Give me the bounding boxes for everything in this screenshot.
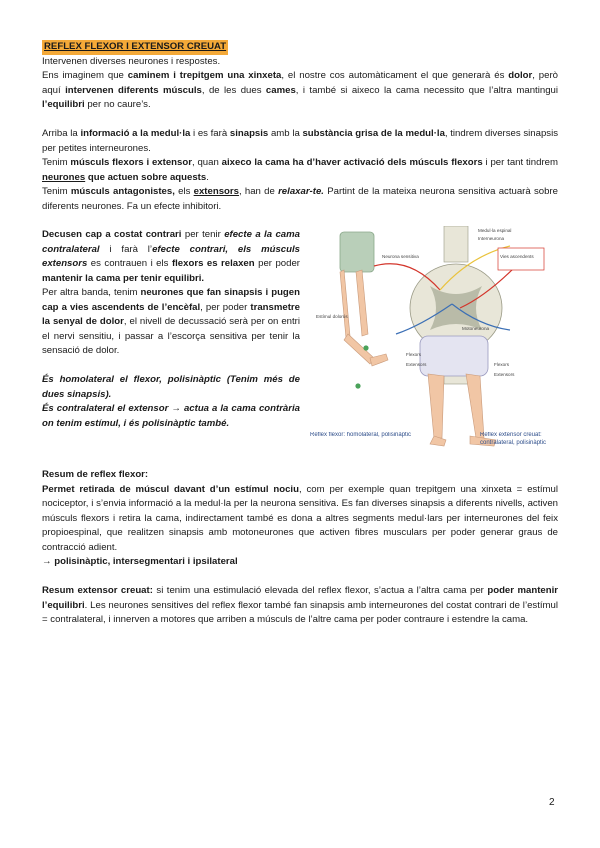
reflex-figure [310, 226, 558, 462]
contralateral-note: És contralateral el extensor → actua a la cama contrària on tenim estímul, i és polisinàptic també. [42, 403, 300, 429]
page-number: 2 [549, 797, 555, 808]
intro-paragraph: Ens imaginem que caminem i trepitgem una xinxeta, el nostre cos automàticament el que generarà és dolor, però aquí intervenen diferents músculs, de les dues cames, i també si aixeco la cama necessito que l’altra mantingui l’equilibri per no caure’s. [42, 70, 559, 110]
homolateral-note: És homolateral el flexor, polisinàptic (Tenim més de dues sinapsis). [42, 374, 300, 400]
reflex-illustration [310, 226, 558, 462]
antagonist-paragraph: Tenim músculs antagonistes, els extensors, han de relaxar-te. Partint de la mateixa neurona sensitiva actuarà sobre diferents neurones. Fa un efecte inhibitori. [42, 186, 558, 212]
label-extensors-right: Extensors [494, 372, 515, 377]
label-extensors-left: Extensors [406, 362, 427, 367]
summary-arrow: → polisinàptic, intersegmentari i ipsilateral [42, 556, 238, 567]
intro-line: Intervenen diverses neurones i respostes. [42, 55, 221, 67]
label-flexors-right: Flexors [494, 362, 510, 367]
caption-extensor: Reflex extensor creuat: contralateral, polisinàptic [480, 432, 547, 446]
label-spinal-cord: Medul·la espinal [478, 228, 512, 233]
label-flexors-left: Flexors [406, 352, 422, 357]
summary-paragraph: Permet retirada de múscul davant d’un estímul nociu, com per exemple quan trepitgem una xinxeta = estímul nociceptor, i s’envia informació a la medul·la per la neurona sensitiva. Es fan diverses sinapsis a diferents nivells, activen músculs flexors i retira la cama, indirectament també es dona a altres segments medul·lars per interneurones del feix propioespinal, que realitzen sinapsis amb motoneurones que activen fibres musculars per poder generar graus de contracció adient. [42, 483, 558, 553]
label-stimulus: Estímul dolorós [316, 314, 348, 319]
document-page [42, 40, 558, 628]
page-title: REFLEX FLEXOR I EXTENSOR CREUAT [42, 40, 228, 55]
two-column-section [42, 228, 558, 468]
label-ascending: Vies ascendents [500, 254, 534, 259]
label-motoneuron: Motoneurona [462, 326, 490, 331]
label-sensory: Neurona sensitiva [382, 254, 419, 259]
ascending-paragraph: Per altra banda, tenim neurones que fan sinapsis i pugen cap a vies ascendents de l’encèfal, per poder transmetre la senyal de dolor, el nivell de decussació serà per on entri el nervi sensitiu, i passar a l’escorça sensitiva per tenir la sensació de dolor. [42, 287, 300, 356]
right-leg-illustration [420, 336, 496, 446]
decussation-paragraph: Decusen cap a costat contrari per tenir efecte a la cama contralateral i farà l’efecte contrari, els músculs extensors es contrauen i els flexors es relaxen per poder mantenir la cama per tenir equilibri. [42, 229, 301, 284]
left-column [42, 228, 300, 431]
flexor-paragraph: Tenim músculs flexors i extensor, quan aixeco la cama ha d’haver activació dels músculs flexors i per tant tindrem neurones que actuen sobre aquests. [42, 157, 558, 183]
extensor-summary-paragraph: Resum extensor creuat: si tenim una estimulació elevada del reflex flexor, s’actua a l’altra cama per poder mantenir l’equilibri. Les neurones sensitives del reflex flexor també fan sinapsis amb interneurones del costat contrari de l’estímul = contralateral, i innerven a motores que arriben a músculs de l’altre cama per poder contraure i estendre la cama. [42, 585, 558, 625]
summary-heading: Resum de reflex flexor: [42, 469, 149, 480]
caption-flexor: Reflex flexor: homolateral, polisinàptic [310, 432, 412, 438]
synapse-paragraph: Arriba la informació a la medul·la i es farà sinapsis amb la substància grisa de la medul·la, tindrem diverses sinapsis per petites interneurones. [42, 128, 558, 154]
left-leg-illustration [340, 232, 388, 389]
label-interneuron: Interneurona [478, 236, 505, 241]
